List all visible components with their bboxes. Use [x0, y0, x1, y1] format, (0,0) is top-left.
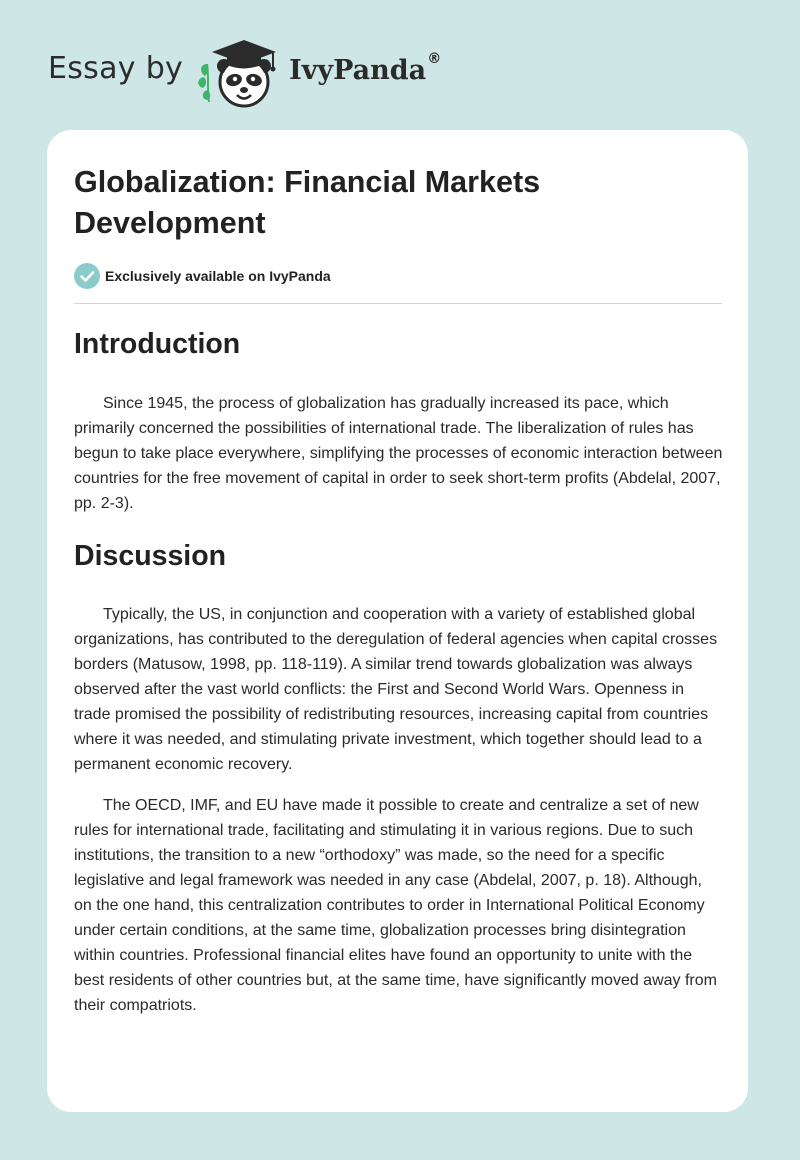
section-heading-discussion: Discussion: [74, 540, 227, 572]
brand-name-text: IvyPanda: [289, 54, 427, 86]
brand-name: [289, 50, 442, 86]
page-title: Globalization: Financial Markets Development: [74, 165, 541, 240]
title-divider: [74, 303, 722, 304]
registered-mark: ®: [427, 50, 442, 67]
site-brand[interactable]: [48, 34, 441, 110]
section-heading-introduction: Introduction: [74, 328, 241, 360]
paragraph-discussion-1: Typically, the US, in conjunction and cooperation with a variety of established global organizations, has contributed to the deregulation of federal agencies when capital crosses borders (Matusow, 1998, pp. 118-119). A similar trend towards globalization was always observed after the vast world conflicts: the First and Second World Wars. Openness in trade promised the possibility of redistributing resources, increasing capital from countries where it was needed, and stimulating private investment, which together should lead to a permanent economic recovery.: [74, 606, 718, 773]
paragraph-discussion-2: The OECD, IMF, and EU have made it possible to create and centralize a set of new rules for international trade, facilitating and stimulating it in various regions. Due to such institutions, the transition to a new “orthodoxy” was made, so the need for a specific legislative and legal framework was needed in any case (Abdelal, 2007, p. 18). Although, on the one hand, this centralization contributes to order in International Political Economy under certain conditions, at the same time, globalization processes bring disintegration within countries. Professional financial elites have found an opportunity to unite with the best residents of other countries but, at the same time, have significantly moved away from their compatriots.: [74, 797, 717, 1014]
essay-content: [74, 320, 724, 1018]
checkmark-circle-icon: [74, 263, 100, 289]
badge-text: Exclusively available on IvyPanda: [105, 268, 331, 284]
exclusive-badge: [74, 263, 331, 289]
paragraph-introduction-1: Since 1945, the process of globalization has gradually increased its pace, which primarily concerned the possibilities of international trade. The liberalization of rules has begun to take place everywhere, simplifying the processes of economic interaction between countries for the free movement of capital in order to seek short-term profits (Abdelal, 2007, pp. 2-3).: [74, 395, 723, 512]
brand-prefix: Essay by: [48, 50, 184, 86]
panda-logo-icon: [197, 34, 287, 110]
essay-card: [47, 130, 748, 1112]
